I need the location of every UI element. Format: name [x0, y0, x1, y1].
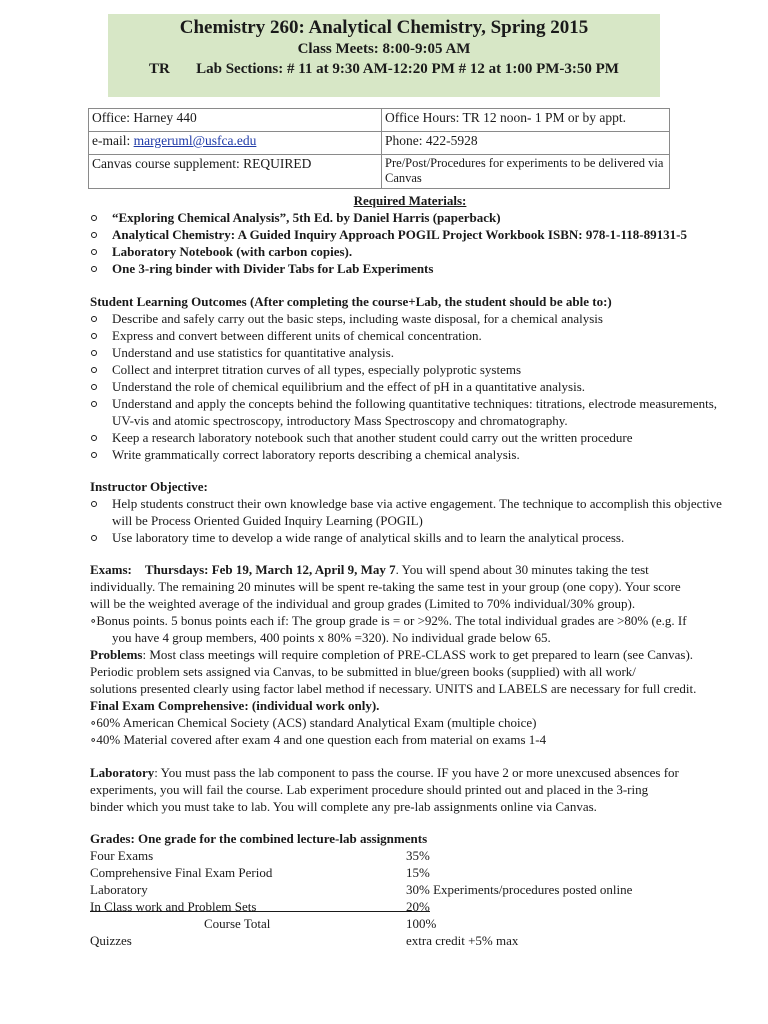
outcomes-list [90, 310, 730, 463]
list-item: One 3-ring binder with Divider Tabs for Lab Experiments [90, 260, 730, 277]
course-title: Chemistry 260: Analytical Chemistry, Spring 2015 [179, 17, 589, 38]
grade-row [90, 932, 730, 949]
procedures-cell: Pre/Post/Procedures for experiments to be delivered via Canvas [382, 155, 670, 189]
grade-value: extra credit +5% max [406, 933, 519, 948]
grade-label: Course Total [204, 916, 271, 931]
grades-heading: Grades: One grade for the combined lecture-lab assignments [90, 831, 428, 846]
email-label: e-mail: [92, 133, 134, 148]
bonus-line-1: ∘Bonus points. 5 bonus points each if: The group grade is = or >92%. The total individual grades are >80% (e.g. If [90, 613, 687, 628]
lab-sections: TR Lab Sections: # 11 at 9:30 AM-12:20 PM # 12 at 1:00 PM-3:50 PM [149, 61, 619, 77]
email-cell [89, 132, 382, 155]
list-item: Keep a research laboratory notebook such that another student could carry out the written procedure [90, 429, 730, 446]
problems-line-3: solutions presented clearly using factor label method if necessary. UNITS and LABELS are necessary for full credit. [90, 681, 697, 696]
header-banner [108, 14, 660, 97]
laboratory-line-1: : You must pass the lab component to pass the course. IF you have 2 or more unexcused absences for [154, 765, 679, 780]
problems-label: Problems [90, 647, 143, 662]
office-hours-cell: Office Hours: TR 12 noon- 1 PM or by appt. [382, 109, 670, 132]
grade-label: Laboratory [90, 882, 148, 897]
grade-label: Comprehensive Final Exam Period [90, 865, 273, 880]
exam-dates: Thursdays: Feb 19, March 12, April 9, May 7 [144, 562, 396, 577]
exams-line-2: individually. The remaining 20 minutes will be spent re-taking the same test in your group (one copy). Your score [90, 579, 681, 594]
list-item: Write grammatically correct laboratory reports describing a chemical analysis. [90, 446, 730, 463]
list-item: Laboratory Notebook (with carbon copies). [90, 243, 730, 260]
list-item: Understand and apply the concepts behind the following quantitative techniques: titrations, electrode measurements, UV-vis and atomic spectroscopy, introductory Mass Spectroscopy and chromatography. [90, 395, 730, 429]
exams-text: . You will spend about 30 minutes taking the test [395, 562, 649, 577]
objective-list [90, 495, 730, 546]
list-item: Analytical Chemistry: A Guided Inquiry Approach POGIL Project Workbook ISBN: 978-1-118-89131-5 [90, 226, 730, 243]
grade-label: Four Exams [90, 848, 154, 863]
laboratory-label: Laboratory [90, 765, 155, 780]
final-exam-heading: Final Exam Comprehensive: (individual work only). [90, 698, 380, 713]
objective-heading: Instructor Objective: [90, 479, 208, 494]
grade-row [90, 864, 730, 881]
grades-section [90, 830, 730, 949]
list-item: “Exploring Chemical Analysis”, 5th Ed. by Daniel Harris (paperback) [90, 209, 730, 226]
problems-line-2: Periodic problem sets assigned via Canvas, to be submitted in blue/green books (supplied) with all work/ [90, 664, 636, 679]
grade-value: 35% [406, 848, 430, 863]
exams-label: Exams: [90, 562, 132, 577]
laboratory-section [90, 764, 730, 815]
grade-label: In Class work and Problem Sets [90, 899, 257, 914]
outcomes-heading: Student Learning Outcomes (After completing the course+Lab, the student should be able to:) [90, 294, 612, 309]
list-item: Collect and interpret titration curves of all types, especially polyprotic systems [90, 361, 730, 378]
grade-value: 15% [406, 865, 430, 880]
grade-row [90, 898, 730, 915]
list-item: Help students construct their own knowledge base via active engagement. The technique to accomplish this objective will be Process Oriented Guided Inquiry Learning (POGIL) [90, 495, 730, 529]
list-item: Understand and use statistics for quantitative analysis. [90, 344, 730, 361]
grade-row [90, 847, 730, 864]
office-cell: Office: Harney 440 [89, 109, 382, 132]
list-item: Use laboratory time to develop a wide range of analytical skills and to learn the analytical process. [90, 529, 730, 546]
grade-value: 20% [406, 899, 430, 914]
exams-line-3: will be the weighted average of the individual and group grades (Limited to 70% individual/30% group). [90, 596, 636, 611]
grade-value: 100% [406, 916, 437, 931]
materials-heading: Required Materials: [353, 193, 467, 208]
list-item: Express and convert between different units of chemical concentration. [90, 327, 730, 344]
required-materials-section [90, 192, 730, 277]
grade-row-total [90, 915, 730, 932]
learning-outcomes-section [90, 293, 730, 463]
class-meets: Class Meets: 8:00-9:05 AM [297, 41, 471, 57]
problems-line-1: : Most class meetings will require completion of PRE-CLASS work to get prepared to learn (see Canvas). [142, 647, 694, 662]
final-item-2: ∘40% Material covered after exam 4 and one question each from material on exams 1-4 [90, 732, 547, 747]
phone-cell: Phone: 422-5928 [382, 132, 670, 155]
bonus-line-2: you have 4 group members, 400 points x 80% =320). No individual grade below 65. [112, 630, 551, 645]
contact-info-table [88, 108, 670, 189]
grade-value: 30% Experiments/procedures posted online [406, 882, 633, 897]
canvas-cell: Canvas course supplement: REQUIRED [89, 155, 382, 189]
laboratory-line-2: experiments, you will fail the course. Lab experiment procedure should printed out and placed in the 3-ring [90, 782, 649, 797]
email-link[interactable]: margeruml@usfca.edu [133, 133, 257, 148]
grade-row [90, 881, 730, 898]
total-divider [90, 911, 430, 912]
grade-label: Quizzes [90, 933, 132, 948]
list-item: Describe and safely carry out the basic steps, including waste disposal, for a chemical analysis [90, 310, 730, 327]
list-item: Understand the role of chemical equilibrium and the effect of pH in a quantitative analysis. [90, 378, 730, 395]
laboratory-line-3: binder which you must take to lab. You will complete any pre-lab assignments online via Canvas. [90, 799, 597, 814]
final-item-1: ∘60% American Chemical Society (ACS) standard Analytical Exam (multiple choice) [90, 715, 537, 730]
exams-section [90, 561, 730, 748]
instructor-objective-section [90, 478, 730, 546]
materials-list [90, 209, 730, 277]
